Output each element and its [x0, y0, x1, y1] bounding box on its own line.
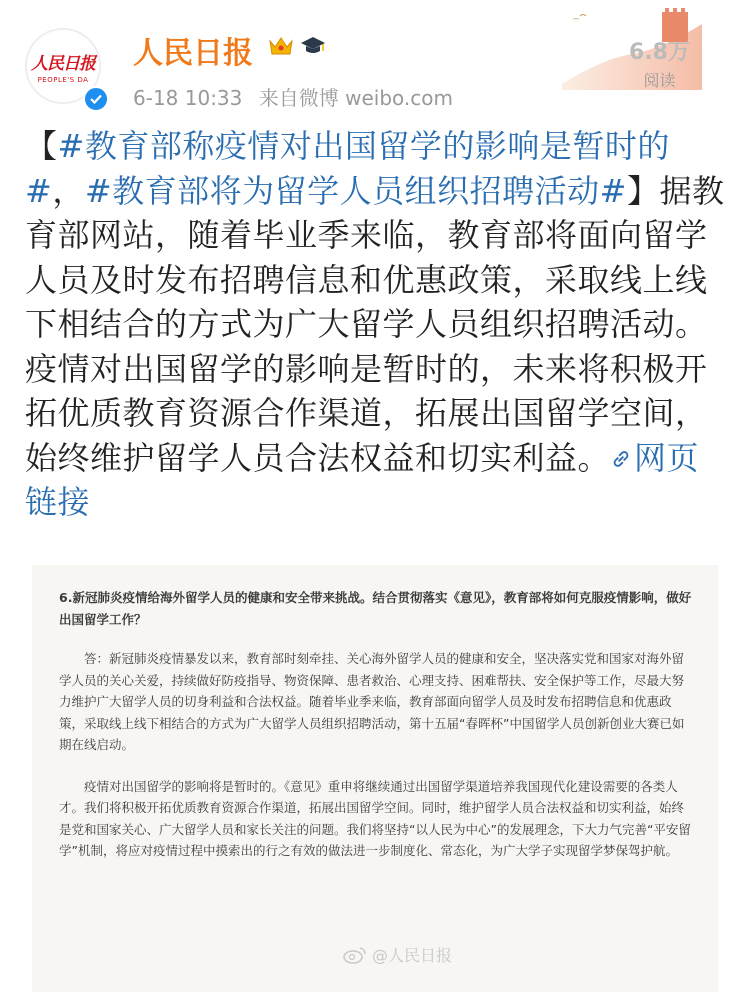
- account-badges: [268, 34, 326, 58]
- document-question: 6.新冠肺炎疫情给海外留学人员的健康和安全带来挑战。结合贯彻落实《意见》，教育部将如何克服疫情影响，做好出国留学工作？: [59, 590, 692, 627]
- bracket-open: 【: [25, 127, 58, 165]
- bracket-close: 】: [626, 171, 660, 210]
- topic-link-1[interactable]: #教育部称疫情对出国留学的影响是暂时的#: [25, 127, 670, 210]
- avatar-subtext: PEOPLE'S DA: [37, 75, 89, 84]
- verified-icon: [83, 86, 109, 112]
- post-body: 据教育部网站，随着毕业季来临，教育部将面向留学人员及时发布招聘信息和优惠政策，采取线上线下相结合的方式为广大留学人员组织招聘活动。疫情对出国留学的影响是暂时的，未来将积极开拓优质教育资源合作渠道，拓展出国留学空间，始终维护留学人员合法权益和切实利益。: [25, 171, 725, 477]
- avatar-logo-text: 人民日报: [31, 53, 95, 74]
- graduation-cap-icon[interactable]: [300, 34, 326, 58]
- post-date: 6-18 10:33: [133, 86, 243, 110]
- post-source[interactable]: 来自微博 weibo.com: [258, 86, 453, 110]
- link-icon: [610, 448, 632, 470]
- document-text: [59, 587, 695, 882]
- crown-icon[interactable]: [268, 34, 294, 58]
- attached-image[interactable]: [32, 565, 718, 992]
- topic-link-2[interactable]: #教育部将为留学人员组织招聘活动#: [84, 171, 627, 210]
- weibo-logo-icon: [342, 945, 368, 965]
- weibo-watermark: [342, 943, 452, 966]
- document-answer-1: 答：新冠肺炎疫情暴发以来，教育部时刻牵挂、关心海外留学人员的健康和安全，坚决落实党和国家对海外留学人员的关心关爱，持续做好防疫指导、物资保障、患者救治、心理支持、困难帮扶、安全保护等工作，尽最大努力维护广大留学人员的切身利益和合法权益。随着毕业季来临，教育部面向留学人员及时发布招聘信息和优惠政策，采取线上线下相结合的方式为广大留学人员组织招聘活动，第十五届“春晖杯”中国留学人员创新创业大赛已如期在线启动。: [59, 651, 685, 752]
- account-name[interactable]: 人民日报: [133, 36, 253, 71]
- topic-separator: ，: [52, 171, 85, 210]
- post-meta: [133, 82, 463, 111]
- document-answer-2: 疫情对出国留学的影响将是暂时的。《意见》重申将继续通过出国留学渠道培养我国现代化建设需要的各类人才。我们将积极开拓优质教育资源合作渠道，拓展出国留学空间。同时，维护留学人员合法权益和切实利益，始终是党和国家关心、广大留学人员和家长关注的问题。我们将坚持“以人民为中心”的发展理念，下大力气完善“平安留学”机制，将应对疫情过程中摸索出的行之有效的做法进一步制度化、常态化，为广大学子实现留学梦保驾护航。: [59, 778, 691, 858]
- post-header: [0, 0, 750, 120]
- read-count-label: 阅读: [643, 71, 676, 90]
- read-count: [629, 35, 690, 91]
- avatar[interactable]: [25, 28, 105, 108]
- web-link-label: 网页链接: [25, 438, 700, 521]
- read-count-number: 6.8万: [629, 40, 690, 65]
- post-text: [25, 124, 725, 525]
- watermark-text: @人民日报: [372, 946, 453, 965]
